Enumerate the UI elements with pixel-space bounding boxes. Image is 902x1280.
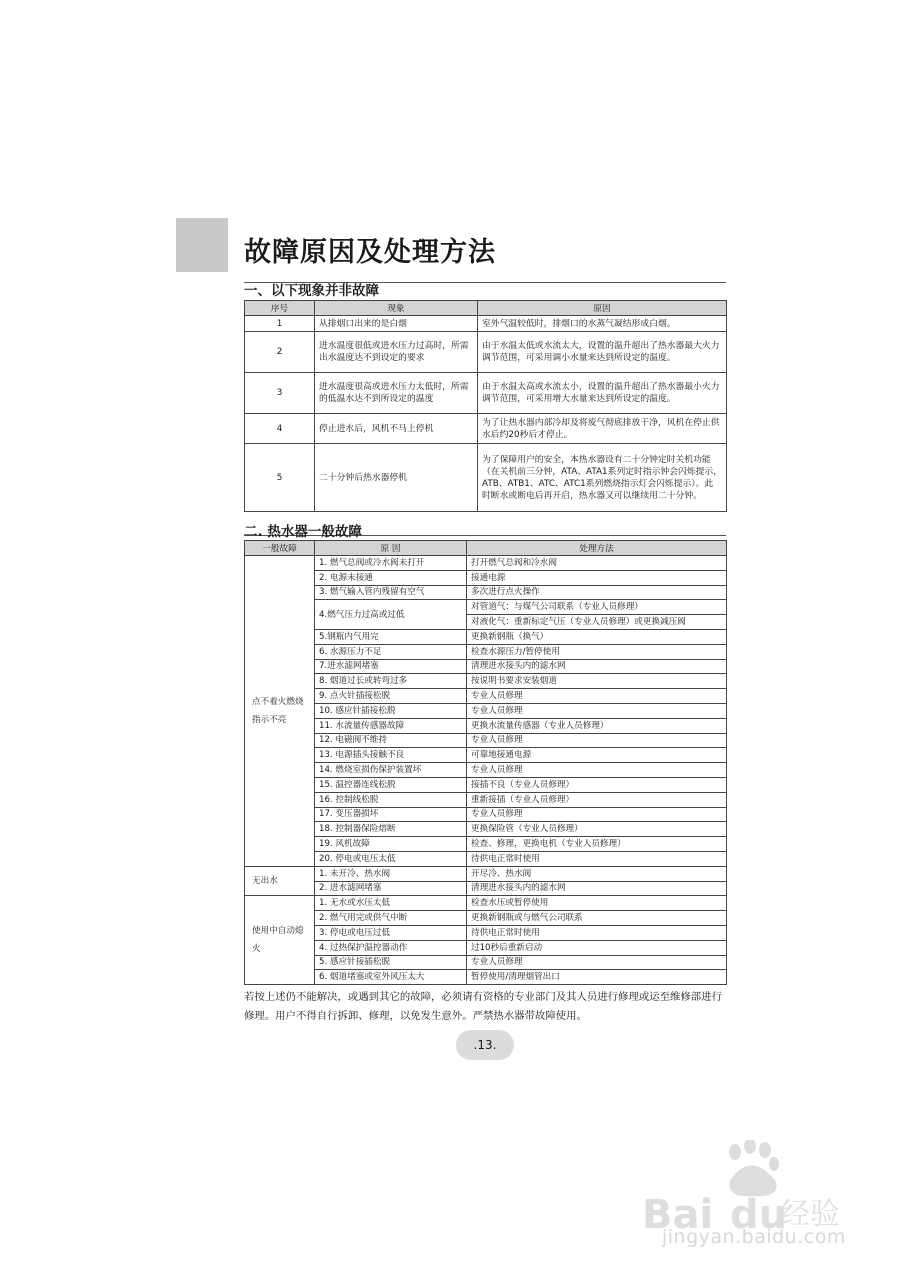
table-row [245,970,727,985]
fix-cell: 更换新钢瓶（换气） [467,629,727,644]
table-header-row [245,301,727,316]
fix-cell: 接插不良（专业人员修理） [467,777,727,792]
fix-cell: 多次进行点火操作 [467,585,727,600]
table-row [245,851,727,866]
table-row [245,585,727,600]
fix-cell: 待供电正常时使用 [467,851,727,866]
fix-cell: 按说明书要求安装烟道 [467,674,727,689]
header-category: 一般故障 [245,541,315,556]
fix-cell: 可靠地接通电源 [467,748,727,763]
table-row [245,556,727,571]
section1-title: 一、以下现象并非故障 [244,283,379,299]
reason-cell: 由于水温太低或水流太大，设置的温升超出了热水器最大火力调节范围，可采用调小水量来达到所设定的温度。 [478,332,727,373]
fix-cell: 检查、修理，更换电机（专业人员修理） [467,837,727,852]
table-row [245,600,727,615]
fix-cell: 开尽冷、热水阀 [467,866,727,881]
cause-cell: 13. 电源插头接触不良 [315,748,467,763]
reason-cell: 室外气温较低时，排烟口的水蒸气凝结形成白烟。 [478,316,727,332]
fault-category: 无出水 [245,866,315,896]
table-row [245,763,727,778]
phenomenon-cell: 进水温度很高或进水压力太低时，所需的低温水达不到所设定的温度 [315,373,478,414]
table-row [245,822,727,837]
fault-category: 点不着火燃烧指示不亮 [245,556,315,867]
reason-cell: 由于水温太高或水流太小，设置的温升超出了热水器最小火力调节范围，可采用增大水量来达到所设定的温度。 [478,373,727,414]
phenomenon-cell: 进水温度很低或进水压力过高时，所需出水温度达不到设定的要求 [315,332,478,373]
cause-cell: 1. 燃气总阀或冷水阀未打开 [315,556,467,571]
table-row [245,748,727,763]
header-fix: 处理方法 [467,541,727,556]
fix-cell: 清理进水接头内的滤水网 [467,659,727,674]
header-no: 序号 [245,301,315,316]
table-row [245,444,727,512]
table-row [245,777,727,792]
baidu-jingyan-watermark-logo [640,1140,850,1240]
table-row [245,896,727,911]
header-phenomenon: 现象 [315,301,478,316]
row-number: 5 [245,444,315,512]
cause-cell: 16. 控制线松脱 [315,792,467,807]
cause-cell: 2. 电源未接通 [315,570,467,585]
row-number: 2 [245,332,315,373]
table-row [245,837,727,852]
paw-icon [729,1140,779,1196]
row-number: 4 [245,414,315,444]
cause-cell: 10. 感应针插接松脱 [315,703,467,718]
table-row [245,955,727,970]
table-row [245,718,727,733]
fix-cell: 专业人员修理 [467,763,727,778]
fix-cell: 更换新钢瓶或与燃气公司联系 [467,911,727,926]
cause-cell: 4.燃气压力过高或过低 [315,600,467,630]
table-row [245,689,727,704]
non-fault-table [244,300,727,512]
watermark-url: jingyan.baidu.com [662,1226,846,1248]
general-fault-table [244,540,727,985]
cause-cell: 11. 水流量传感器故障 [315,718,467,733]
phenomenon-cell: 停止进水后，风机不马上停机 [315,414,478,444]
cause-cell: 14. 燃烧室损伤保护装置坏 [315,763,467,778]
section2-title: 二. 热水器一般故障 [244,524,362,540]
table-row [245,866,727,881]
fix-cell: 专业人员修理 [467,955,727,970]
section-tab-block [176,218,228,272]
cause-cell: 3. 停电或电压过低 [315,925,467,940]
fix-cell: 对液化气：重新标定气压（专业人员修理）或更换减压阀 [467,615,727,630]
table-header-row [245,541,727,556]
fix-cell: 更换保险管（专业人员修理） [467,822,727,837]
phenomenon-cell: 从排烟口出来的是白烟 [315,316,478,332]
table-row [245,332,727,373]
cause-cell: 3. 燃气输入管内残留有空气 [315,585,467,600]
watermark-logo-text-2: du [730,1192,788,1238]
table-row [245,925,727,940]
table-row [245,629,727,644]
fix-cell: 专业人员修理 [467,733,727,748]
table-row [245,674,727,689]
fix-cell: 专业人员修理 [467,807,727,822]
table-row [245,733,727,748]
table-row [245,807,727,822]
cause-cell: 19. 风机故障 [315,837,467,852]
phenomenon-cell: 二十分钟后热水器停机 [315,444,478,512]
fault-category: 使用中自动熄火 [245,896,315,985]
row-number: 1 [245,316,315,332]
fix-cell: 待供电正常时使用 [467,925,727,940]
cause-cell: 20. 停电或电压太低 [315,851,467,866]
cause-cell: 1. 无水或水压太低 [315,896,467,911]
fix-cell: 检查水压或暂停使用 [467,896,727,911]
table-row [245,881,727,896]
fix-cell: 专业人员修理 [467,703,727,718]
table-row [245,792,727,807]
fix-cell: 重新接插（专业人员修理） [467,792,727,807]
page-number: .13. [456,1030,514,1060]
reason-cell: 为了让热水器内部冷却及将废气彻底排放干净，风机在停止供水后约20秒后才停止。 [478,414,727,444]
cause-cell: 5.钢瓶内气用完 [315,629,467,644]
table-row [245,940,727,955]
cause-cell: 12. 电磁阀不维持 [315,733,467,748]
fix-cell: 对管道气：与煤气公司联系（专业人员修理） [467,600,727,615]
table-row [245,373,727,414]
fix-cell: 暂停使用/清理烟管出口 [467,970,727,985]
table-row [245,659,727,674]
cause-cell: 9. 点火针插接松脱 [315,689,467,704]
cause-cell: 1. 未开冷、热水阀 [315,866,467,881]
table-row [245,570,727,585]
table-row [245,911,727,926]
cause-cell: 17. 变压器损坏 [315,807,467,822]
fix-cell: 专业人员修理 [467,689,727,704]
cause-cell: 6. 烟道堵塞或室外风压太大 [315,970,467,985]
fix-cell: 接通电源 [467,570,727,585]
cause-cell: 2. 进水滤网堵塞 [315,881,467,896]
fix-cell: 更换水流量传感器（专业人员修理） [467,718,727,733]
table-row [245,316,727,332]
fix-cell: 检查水源压力/暂停使用 [467,644,727,659]
cause-cell: 7.进水滤网堵塞 [315,659,467,674]
cause-cell: 2. 燃气用完或供气中断 [315,911,467,926]
watermark-logo-text-1: Bai [642,1192,714,1238]
reason-cell: 为了保障用户的安全，本热水器设有二十分钟定时关机功能（在关机前三分钟，ATA、ATA1系列定时指示钟会闪烁提示，ATB、ATB1、ATC、ATC1系列燃烧指示灯会闪烁提示）。此时断水或断电后再开启，热水器又可以继续用二十分钟。 [478,444,727,512]
cause-cell: 8. 烟道过长或转弯过多 [315,674,467,689]
header-cause: 原 因 [315,541,467,556]
table-row [245,703,727,718]
cause-cell: 15. 温控器连线松脱 [315,777,467,792]
table-row [245,414,727,444]
row-number: 3 [245,373,315,414]
fix-cell: 打开燃气总阀和冷水阀 [467,556,727,571]
cause-cell: 5. 感应针接插松脱 [315,955,467,970]
cause-cell: 18. 控制器保险熔断 [315,822,467,837]
page-title: 故障原因及处理方法 [244,237,496,268]
header-reason: 原因 [478,301,727,316]
watermark-logo-chinese: 经验 [780,1197,840,1232]
fix-cell: 过10秒后重新启动 [467,940,727,955]
cause-cell: 4. 过热保护温控器动作 [315,940,467,955]
fix-cell: 清理进水接头内的滤水网 [467,881,727,896]
cause-cell: 6. 水源压力不足 [315,644,467,659]
table-row [245,644,727,659]
footer-note: 若按上述仍不能解决，或遇到其它的故障，必须请有资格的专业部门及其人员进行修理或运至维修部进行修理。用户不得自行拆卸、修理，以免发生意外。严禁热水器带故障使用。 [244,991,722,1022]
